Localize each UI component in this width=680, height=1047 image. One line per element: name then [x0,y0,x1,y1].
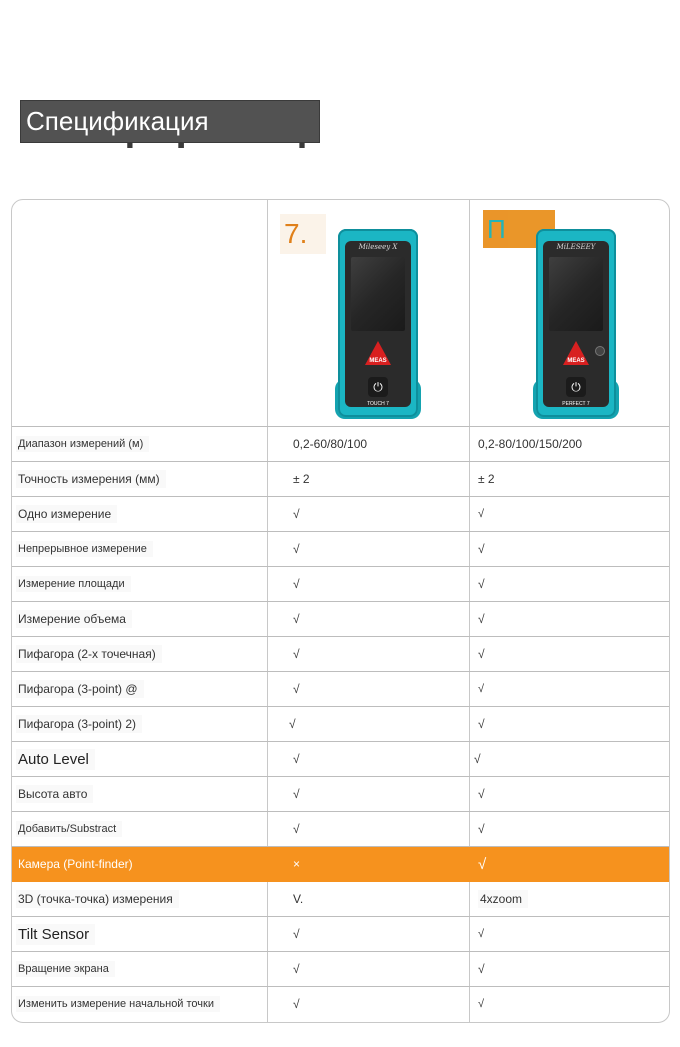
row-value-left: 0,2-60/80/100 [293,437,368,451]
row-label: Высота авто [16,785,93,803]
row-value-left: √ [293,822,300,836]
row-label: Tilt Sensor [16,924,95,945]
device-screen [549,257,603,331]
row-label: Непрерывное измерение [16,541,153,557]
row-label: Камера (Point-finder) [18,857,133,871]
row-label: Измерение площади [16,576,131,592]
model-badge-left: 7. [280,214,326,254]
page-title-block [20,100,320,146]
row-value-right: √ [478,612,485,626]
meas-button-label: MEAS [369,358,387,364]
row-value-left: V. [293,892,304,906]
row-value-right: √ [478,962,485,976]
row-value-right: √ [478,998,485,1010]
row-label: Измерение объема [16,610,132,628]
table-row [12,882,669,917]
table-row [12,707,669,742]
row-label: Добавить/Substract [16,821,122,837]
table-row [12,672,669,707]
table-row [12,462,669,497]
row-value-right: 4xzoom [478,890,528,908]
row-label: Точность измерения (мм) [16,470,166,488]
row-value-left: √ [293,997,300,1011]
table-row [12,987,669,1022]
row-value-right: √ [478,787,485,801]
device-front [345,241,411,407]
table-row [12,742,669,777]
device-brand: MiLESEEY [556,243,596,251]
table-row [12,812,669,847]
row-value-right: 0,2-80/100/150/200 [478,437,583,451]
row-value-right: √ [478,822,485,836]
row-value-right: ± 2 [478,472,495,486]
table-row [12,532,669,567]
model-badge-right: П [483,210,555,248]
table-row-highlighted [12,847,669,882]
row-value-left: ± 2 [293,472,310,486]
power-icon: ⏻ [566,377,586,397]
row-label: Пифагора (3-point) 2) [16,715,142,733]
row-value-left: √ [293,577,300,591]
row-label: Auto Level [16,749,95,770]
row-value-left: × [293,857,301,871]
row-value-left: √ [293,962,300,976]
row-value-right: √ [478,577,485,591]
row-label: Диапазон измерений (м) [16,436,149,452]
table-row [12,777,669,812]
row-value-right: √ [478,683,485,695]
meas-button-label: MEAS [567,358,585,364]
row-label: Пифагора (2-х точечная) [16,645,162,663]
device-model-label: TOUCH 7 [367,401,389,407]
row-value-right: √ [478,855,487,873]
row-value-left: √ [293,787,300,801]
device-brand: Mileseey X [358,243,398,251]
table-row [12,637,669,672]
device-front [543,241,609,407]
device-model-label: PERFECT 7 [562,401,590,407]
page-title: Спецификация [26,106,209,136]
table-row [12,567,669,602]
table-row [12,917,669,952]
row-value-left: √ [293,542,300,556]
row-label: Изменить измерение начальной точки [16,996,220,1012]
row-label: 3D (точка-точка) измерения [16,890,179,908]
device-screen [351,257,405,331]
row-label: Одно измерение [16,505,117,523]
row-value-left: √ [289,717,296,731]
row-value-right: √ [478,542,485,556]
row-value-right: √ [478,717,485,731]
camera-button-icon [595,346,605,356]
table-row [12,952,669,987]
spec-table [11,199,670,1023]
table-row [12,497,669,532]
power-icon: ⏻ [368,377,388,397]
row-value-left: √ [293,682,300,696]
row-value-right: √ [478,928,485,940]
row-label: Пифагора (3-point) @ [16,680,144,698]
row-value-right: √ [474,752,481,766]
row-value-left: √ [293,752,300,766]
table-row [12,427,669,462]
row-value-right: √ [478,647,485,661]
row-value-left: √ [293,612,300,626]
table-row [12,602,669,637]
row-value-left: √ [293,647,300,661]
row-label: Вращение экрана [16,961,115,977]
row-value-right: √ [478,508,485,520]
table-header-row [12,200,669,427]
row-value-left: √ [293,927,300,941]
row-value-left: √ [293,507,300,521]
